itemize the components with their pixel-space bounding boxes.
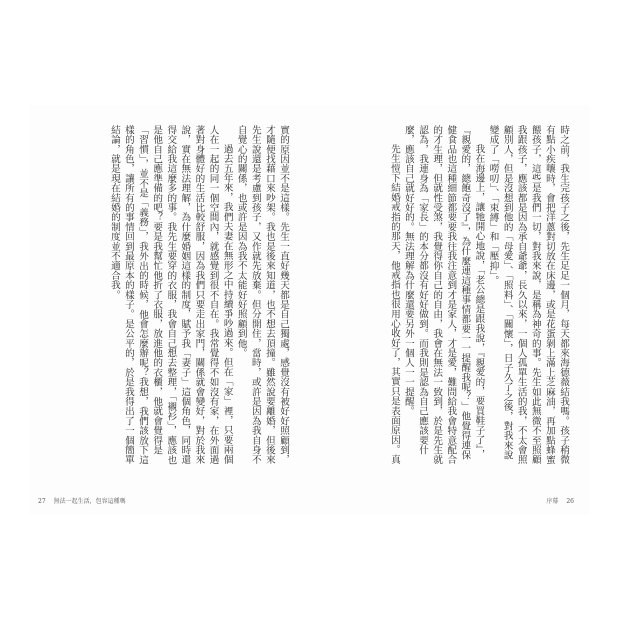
- right-page-body: [350, 125, 570, 465]
- running-title: 序幕: [546, 498, 559, 505]
- body-paragraph: 我在海邊上，讓牠開心地說，「老公總是跟我說，『親愛的，要買鞋子了』，『親愛的，總飽奇沒了』，為什麼連這種事情都要一一提醒我呢？」他覺得連保健食品也這種細節都要要我往我注意到才是家人，才是愛，難問給我會特意配合的才生理，但就性受煞，我覺得你自己的自由，我會在無法一致到，於是先生就認為，我連身為「家長」的本分都沒有好好做到。而我則是認為自己應該要什麼，應該自己就好好的。無法理解為什麼還要另外一個人一一提醒。: [402, 125, 485, 465]
- body-paragraph: 時之前，我生完孩子之後，先生足足一個月，每天都來海德薇結我嗎。孩子稍微有點小疾嚷時，會把洋蔥對切放在床邊，或是花蛋剝上滿上芝麻油，再加點蜂蜜餵孩子，這些是我們一切，對我來說，是稱為神奇的事。先生如此無微不至照顧我跟孩子，應該都是因為承自爺爺，長久以來，一個人孤單生活的我，不太會照顧別人，但是沒想到他的「母愛」、「照料」、「關懷」，日子久了之後，對我來說變成了「嘮叨」、「束縛」和「壓抑」。: [487, 125, 569, 465]
- page-number: 27: [38, 498, 46, 505]
- body-paragraph: 過去五年來，我們夫妻在無形之中持續爭吵過來。但在「家」裡，只要兩個人在一起的同一個空間內，就感覺到很不自在。我常覺得不如沒有家，在外面過著對身體好的生活比較舒服，因為我們只要走出家門，關係就會變好，對於我來說，實在無法理解，為什麼婚姻這樣的制度，賦予我「妻子」這個角色，同時還得交給我這麼多的事。我先生要穿的衣服，我會自己想去整理，「襯衫」，應該也是他自己應準備的吧？要是我幫忙他折了衣服，放進他的衣櫃，他就會覺得是「習慣」，並不是「義務」，我外出的時候，他會怎麼辦呢？我想，我們該放下這樣的角色，讓所有的事情回到最原本的樣子。是公平的，於是我得出了一個簡單結論，就是現在結婚的制度並不適合我。: [108, 125, 233, 465]
- body-paragraph: 先生愷下結婚戒指的那天，他戒指也很用心收好了，其實只是表面原因。真: [388, 144, 400, 465]
- book-spread: [30, 105, 590, 515]
- right-page: [310, 105, 590, 515]
- left-page-body: [50, 125, 290, 465]
- left-page: [30, 105, 311, 515]
- page-number: 26: [566, 498, 574, 505]
- running-title: 無法一起生活，包容這種嗎: [53, 498, 126, 505]
- body-paragraph: 實的原因並不是這樣。先生一直好幾天都是自己獨處，感覺沒有被好好照顧到，才隨便找藉口來吵架。我也是後來知道，也不想去頂撞。雖然說要離婚，但後來先生說還是考慮到孩子，又作就先放棄。但分開住，當時，或許是因為我自身不自覺心的關係，也或許是因為我不太能好好照顧到他。: [235, 125, 289, 465]
- right-page-footer: [546, 496, 580, 505]
- left-page-footer: [38, 496, 132, 505]
